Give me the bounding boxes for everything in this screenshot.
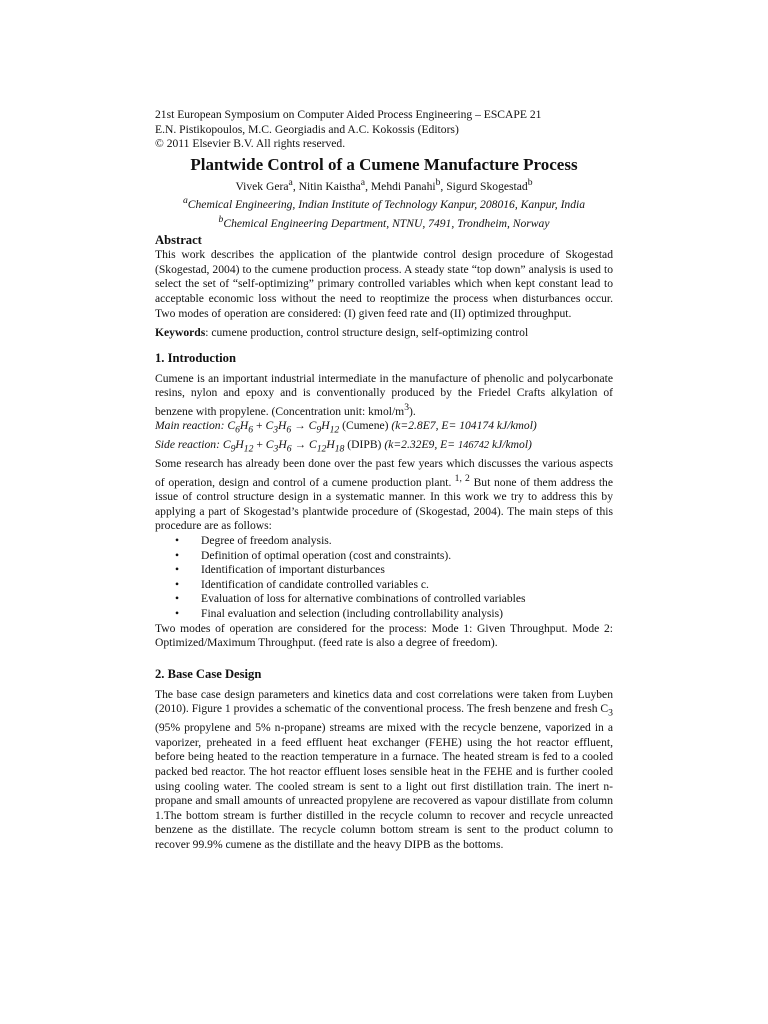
author-kaistha: Nitin Kaistha <box>298 179 361 193</box>
bullet-icon: • <box>175 577 180 591</box>
abstract-text: This work describes the application of the plantwide control design procedure of Skogestad (Skogestad, 2004) to the cumene production process. A steady state “top down” analysis is used to select the set of “self-optimizing” primary controlled variables which when kept constant lead to acceptable economic loss without the need to reoptimize the process when disturbances occur. Two modes of operation are considered: (I) given feed rate and (II) optimized throughput. <box>155 248 613 320</box>
header-line-2: E.N. Pistikopoulos, M.C. Georgiadis and A.C. Kokossis (Editors) <box>155 122 459 136</box>
list-item: • Evaluation of loss for alternative combinations of controlled variables <box>175 592 526 606</box>
intro-paragraph-3: Two modes of operation are considered for the process: Mode 1: Given Throughput. Mode 2: Optimized/Maximum Throughput. (feed rate is also a degree of freedom). <box>155 621 613 650</box>
bullet-icon: • <box>175 548 180 562</box>
reaction-arrow-icon: → <box>294 438 307 452</box>
author-panahi-sup: b <box>435 176 441 188</box>
intro-paragraph-2: Some research has already been done over the past few years which discusses the various aspects of operation, design and control of a cumene production plant. $^{1, 2}$ But none of them address the issue of control structure design in a systematic manner. In this work we try to address this by applying a part of Skogestad’s plantwide procedure of (Skogestad, 2004). The main steps of this procedure are as follows: <box>155 457 614 533</box>
author-gera-sup: a <box>288 176 293 188</box>
bullet-icon: • <box>175 563 180 577</box>
paper-title: Plantwide Control of a Cumene Manufacture Process <box>190 154 578 174</box>
list-item: • Identification of important disturbances <box>175 563 385 577</box>
author-kaistha-sup: a <box>360 176 366 188</box>
author-skogestad-sup: b <box>527 176 533 188</box>
paper-body <box>155 108 613 853</box>
conference-header <box>155 108 613 152</box>
keywords <box>155 326 613 341</box>
affiliation-b: $^b$Chemical Engineering Department, NTNU, 7491, Trondheim, Norway <box>218 213 550 230</box>
keywords-label: Keywords <box>155 326 206 340</box>
side-reaction: Side reaction: $C_9H_{12} + C_3H_6 \to C_{12}H_{18}$ (DIPB) (k=2.32E9, E= 146742 kJ/kmol) <box>155 438 532 455</box>
list-item: • Definition of optimal operation (cost and constraints). <box>175 548 452 562</box>
list-item: • Final evaluation and selection (including controllability analysis) <box>175 606 504 620</box>
bullet-icon: • <box>175 533 180 547</box>
reaction-arrow-icon: → <box>294 419 306 433</box>
list-item: • Degree of freedom analysis. <box>175 533 332 547</box>
section-introduction-heading: 1. Introduction <box>155 350 236 365</box>
header-line-3: © 2011 Elsevier B.V. All rights reserved. <box>155 137 346 151</box>
procedure-steps-list <box>155 534 613 622</box>
bullet-icon: • <box>175 606 180 620</box>
keywords-text: : cumene production, control structure design, self-optimizing control <box>205 326 529 340</box>
bullet-icon: • <box>175 592 180 606</box>
affiliation-a: $^a$Chemical Engineering, Indian Institute of Technology Kanpur, 208016, Kanpur, India <box>182 195 586 212</box>
list-item: • Identification of candidate controlled variables c. <box>175 577 429 591</box>
main-reaction: Main reaction: $C_6H_6 + C_3H_6 \to C_9H_{12}$ (Cumene) (k=2.8E7, E= 104174 kJ/kmol) <box>155 419 537 436</box>
base-case-paragraph: The base case design parameters and kinetics data and cost correlations were taken from Luyben (2010). Figure 1 provides a schematic of the conventional process. The fresh benzene and fresh $C_3$ (95% propylene and 5% n-propane) streams are mixed with the recycle benzene, vaporized in a vaporizer, preheated in a feed effluent heat exchanger (FEHE) using the hot reactor effluent, before being heated to the reaction temperature in a furnace. The heated stream is fed to a cooled packed bed reactor. The hot reactor effluent loses sensible heat in the FEHE and is further cooled using cooling water. The cooled stream is sent to a light out first distillation train. The inert n-propane and small amounts of unreacted propylene are recovered as vapour distillate from column 1.The bottom stream is further distilled in the recycle column to recover and recycle unreacted benzene as the distillate. The recycle column bottom stream is sent to the product column to recover 99.9% cumene as the distillate and the heavy DIPB as the bottoms. <box>155 687 613 851</box>
author-skogestad: Sigurd Skogestad <box>446 179 528 193</box>
intro-paragraph-1: Cumene is an important industrial intermediate in the manufacture of phenolic and polycarbonate resins, nylon and epoxy and is conventionally produced by the Friedel Crafts alkylation of benzene with propylene. (Concentration unit: kmol/$m^3$). <box>155 371 613 418</box>
section-base-case-heading: 2. Base Case Design <box>155 666 262 681</box>
abstract-heading: Abstract <box>155 233 202 248</box>
author-list: Vivek Gera$^a$, Nitin Kaistha$^a$, Mehdi Panahi$^b$, Sigurd Skogestad$^b$ <box>235 176 533 193</box>
author-panahi: Mehdi Panahi <box>370 179 436 193</box>
header-line-1: 21st European Symposium on Computer Aided Process Engineering – ESCAPE 21 <box>155 108 542 121</box>
author-gera: Vivek Gera <box>235 179 289 193</box>
